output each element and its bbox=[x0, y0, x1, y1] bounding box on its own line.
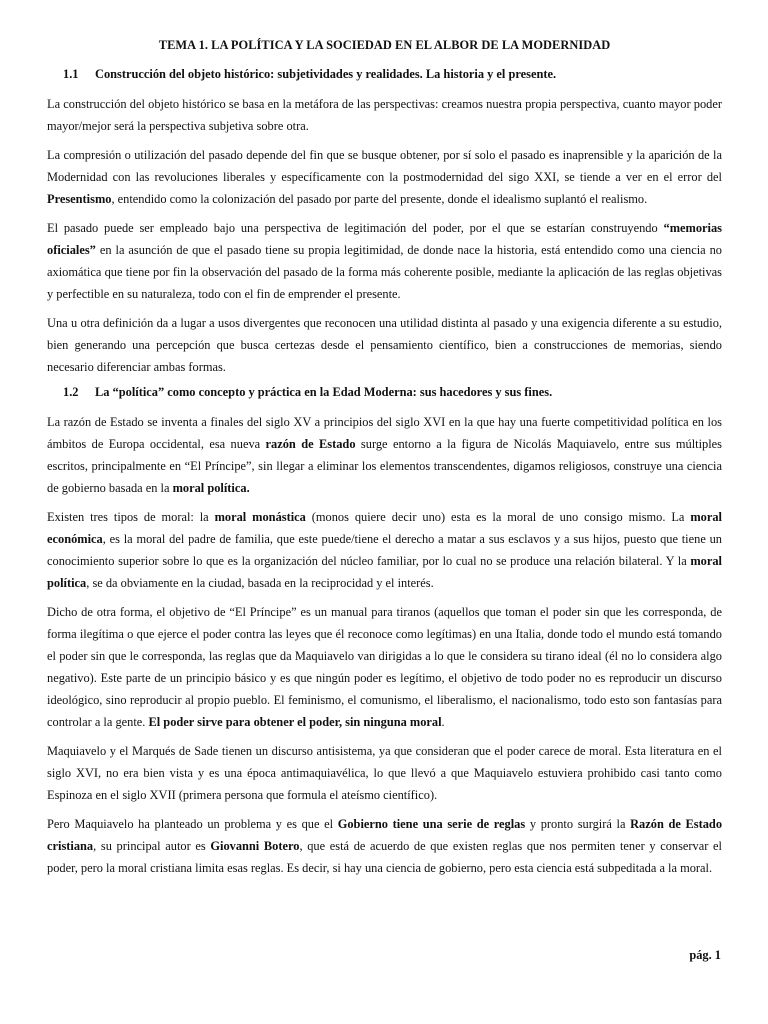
paragraph bbox=[47, 601, 722, 733]
section-number: 1.1 bbox=[63, 67, 79, 81]
paragraph bbox=[47, 93, 722, 137]
section-heading bbox=[47, 67, 722, 82]
paragraph bbox=[47, 411, 722, 499]
page-number: pág. 1 bbox=[689, 948, 721, 962]
text-run: Dicho de otra forma, el objetivo de “El Príncipe” es un manual para tiranos (aquellos que toman el poder sin que les corresponda, de forma ilegítima o que ejerce el poder contra las leyes que él reconoce como legítimas) en una Italia, donde todo el mundo está tomando el poder sin que le corresponda, las reglas que da Maquiavelo van dirigidas a lo que le considera su tirano ideal (él no lo considera algo negativo). Este parte de un principio básico y es que ningún poder es legítimo, el objetivo de todo poder no es reproducir un discurso ideológico, sino reproducir al propio pueblo. El feminismo, el comunismo, el liberalismo, el nacionalismo, todo esto son fantasías para controlar a la gente. bbox=[47, 605, 722, 729]
text-run: La razón de Estado se inventa a finales del siglo XV a principios del siglo XVI en la que hay una fuerte competitividad política en los ámbitos de Europa occidental, esa nueva bbox=[47, 415, 722, 451]
text-run: La construcción del objeto histórico se basa en la metáfora de las perspectivas: creamos nuestra propia perspectiva, cuanto mayor poder mayor/mejor será la perspectiva subjetiva sobre otra. bbox=[47, 97, 722, 133]
bold-text: El poder sirve para obtener el poder, sin ninguna moral bbox=[148, 715, 442, 729]
document-page bbox=[47, 38, 722, 886]
paragraph bbox=[47, 813, 722, 879]
section-number: 1.2 bbox=[63, 385, 79, 399]
bold-text: razón de Estado bbox=[265, 437, 356, 451]
bold-text: moral política bbox=[47, 554, 722, 590]
paragraph bbox=[47, 217, 722, 305]
paragraph bbox=[47, 144, 722, 210]
text-run: , que está de acuerdo de que existen reglas que nos permiten tener y conservar el poder, pero la moral cristiana limita esas reglas. Es decir, si hay una ciencia de gobierno, pero esta ciencia está subpeditada a la moral. bbox=[47, 839, 722, 875]
text-run: Maquiavelo y el Marqués de Sade tienen un discurso antisistema, ya que consideran que el poder carece de moral. Esta literatura en el siglo XVI, no era bien vista y es una época antimaquiavélica, lo que llevó a que Maquiavelo estuviera prohibido casi tanto como Espinoza en el siglo XVII (primera persona que formula el ateísmo científico). bbox=[47, 744, 722, 802]
bold-text: moral económica bbox=[47, 510, 722, 546]
text-run: , su principal autor es bbox=[93, 839, 211, 853]
text-run: y pronto surgirá la bbox=[525, 817, 631, 831]
text-run: La compresión o utilización del pasado depende del fin que se busque obtener, por sí solo el pasado es inaprensible y la aparición de la Modernidad con las revoluciones liberales y específicamente con la postmodernidad del sigo XXI, se tiende a ver en el error del bbox=[47, 148, 722, 184]
section-1 bbox=[47, 67, 722, 378]
text-run: . bbox=[441, 715, 445, 729]
text-run: Pero Maquiavelo ha planteado un problema y es que el bbox=[47, 817, 338, 831]
paragraph bbox=[47, 740, 722, 806]
bold-text: moral monástica bbox=[214, 510, 306, 524]
text-run: en la asunción de que el pasado tiene su propia legitimidad, de donde nace la historia, está entendido como una ciencia no axiomática que tiene por fin la observación del pasado de la forma más coherente posible, mediante la aplicación de las reglas objetivas y perfectible en su naturaleza, todo con el fin de emprender el presente. bbox=[47, 243, 722, 301]
section-heading bbox=[47, 385, 722, 400]
bold-text: Gobierno tiene una serie de reglas bbox=[337, 817, 526, 831]
paragraph bbox=[47, 312, 722, 378]
text-run: , se da obviamente en la ciudad, basada en la reciprocidad y el interés. bbox=[86, 576, 434, 590]
text-run: (monos quiere decir uno) esta es la moral de uno consigo mismo. La bbox=[305, 510, 691, 524]
text-run: , es la moral del padre de familia, que este puede/tiene el derecho a matar a sus esclavos y a sus hijos, puesto que tiene un conocimiento superior sobre lo que es la organización del núcleo familiar, por lo cual no se produce una relación bilateral. Y la bbox=[47, 532, 722, 568]
text-run: , entendido como la colonización del pasado por parte del presente, donde el idealismo suplantó el realismo. bbox=[111, 192, 648, 206]
text-run: El pasado puede ser empleado bajo una perspectiva de legitimación del poder, por el que se estarían construyendo bbox=[47, 221, 664, 235]
bold-text: moral política. bbox=[172, 481, 250, 495]
paragraph bbox=[47, 506, 722, 594]
bold-text: Giovanni Botero bbox=[210, 839, 300, 853]
text-run: Una u otra definición da a lugar a usos divergentes que reconocen una utilidad distinta al pasado y una exigencia diferente a su estudio, bien generando una percepción que busca certezas desde el pensamiento científico, bien a construcciones de memorias, siendo necesario diferenciar ambas formas. bbox=[47, 316, 722, 374]
section-heading-text: La “política” como concepto y práctica en la Edad Moderna: sus hacedores y sus fines. bbox=[95, 385, 553, 399]
bold-text: “memorias oficiales” bbox=[47, 221, 722, 257]
section-2 bbox=[47, 385, 722, 879]
bold-text: Presentismo bbox=[47, 192, 112, 206]
text-run: surge entorno a la figura de Nicolás Maquiavelo, entre sus múltiples escritos, principalmente en “El Príncipe”, sin llegar a eliminar los elementos transcendentes, digamos religiosos, construye una ciencia de gobierno basada en la bbox=[47, 437, 722, 495]
section-heading-text: Construcción del objeto histórico: subjetividades y realidades. La historia y el presente. bbox=[95, 67, 557, 81]
bold-text: Razón de Estado cristiana bbox=[47, 817, 723, 853]
text-run: Existen tres tipos de moral: la bbox=[47, 510, 215, 524]
page-title: TEMA 1. LA POLÍTICA Y LA SOCIEDAD EN EL ALBOR DE LA MODERNIDAD bbox=[158, 38, 611, 52]
